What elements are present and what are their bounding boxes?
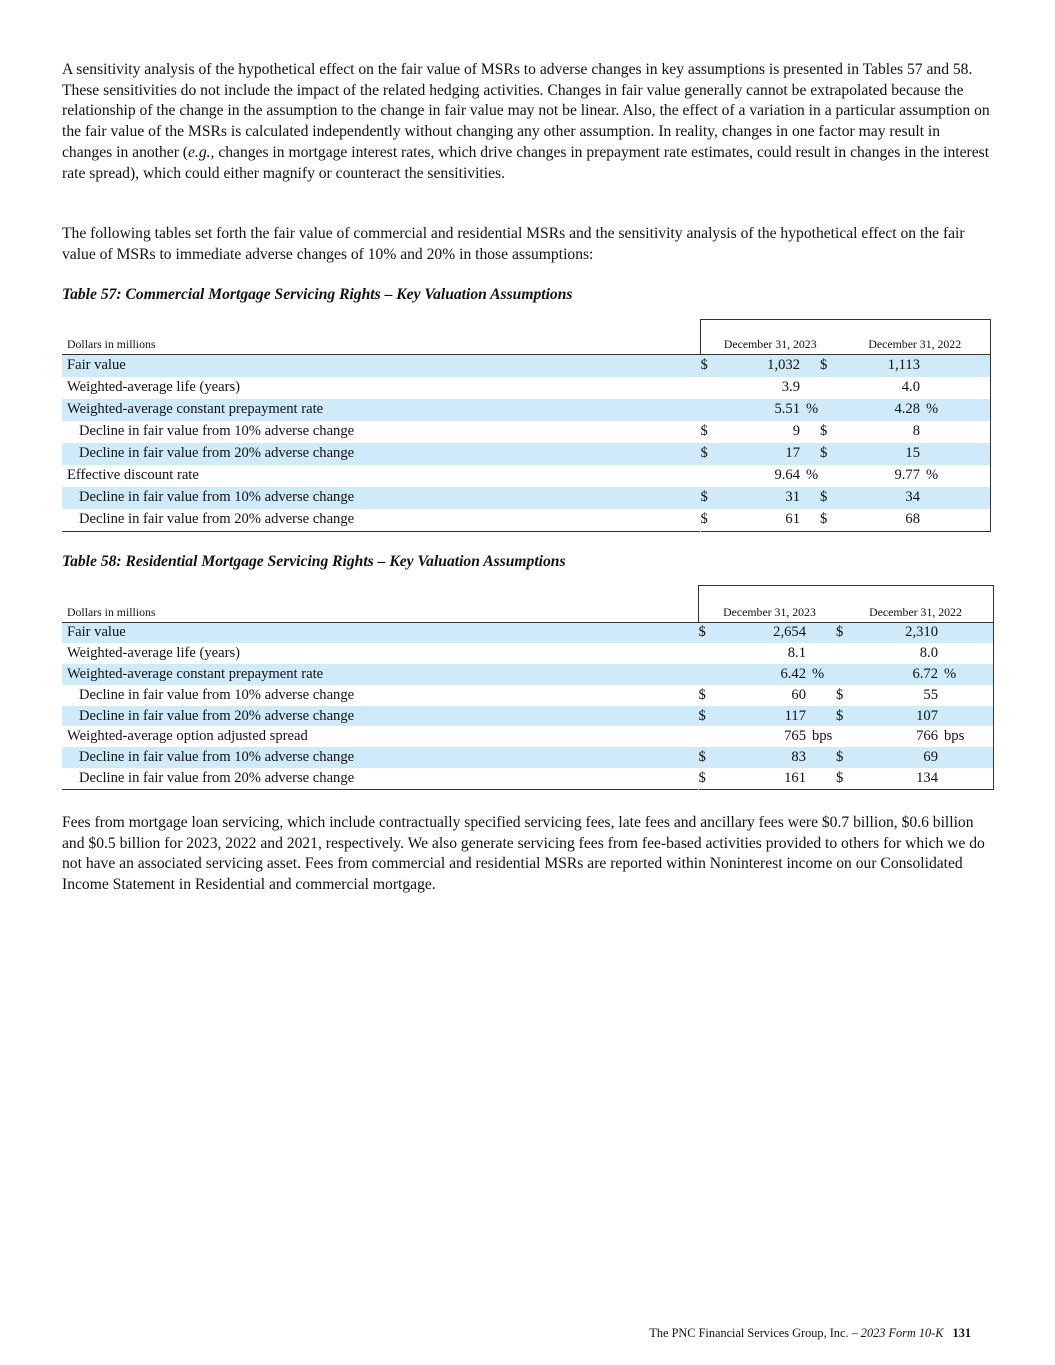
unit-2022 (920, 487, 990, 509)
currency-2023: $ (698, 706, 718, 727)
table-row (62, 487, 990, 509)
value-2023: 9 (792, 423, 800, 439)
row-label: Decline in fair value from 10% adverse change (79, 686, 355, 703)
table-row (62, 354, 990, 377)
table-row (62, 622, 993, 643)
table-row (62, 706, 993, 727)
table-row (62, 509, 990, 532)
currency-2022: $ (836, 769, 844, 786)
value-2022: 68 (905, 511, 920, 527)
value-2023: 3.9 (781, 379, 800, 395)
value-2023: 60 (791, 686, 806, 703)
row-label: Decline in fair value from 20% adverse change (62, 706, 698, 727)
value-2022: 55 (923, 686, 938, 703)
currency-2023: $ (700, 443, 720, 465)
value-2022: 4.0 (901, 379, 920, 395)
unit-2023 (800, 377, 820, 399)
row-label: Decline in fair value from 10% adverse change (79, 423, 355, 439)
currency-2023: $ (700, 354, 720, 377)
value-2023: 9.64 (774, 467, 800, 483)
page-footer (649, 1326, 971, 1341)
row-label: Weighted-average constant prepayment rate (62, 399, 700, 421)
value-2023: 61 (785, 511, 800, 527)
unit-2023 (800, 509, 820, 532)
table58-header-label: Dollars in millions (67, 604, 156, 619)
value-2023: 117 (718, 706, 806, 727)
table57-title: Table 57: Commercial Mortgage Servicing Rights – Key Valuation Assumptions (62, 286, 573, 303)
intro-paragraph-1: A sensitivity analysis of the hypothetical effect on the fair value of MSRs to adverse changes in key assumptions is presented in Tables 57 and 58. These sensitivities do not include the impact of the related hedging activities. Changes in fair value generally cannot be extrapolated because the relationship of the change in the assumption to the change in fair value may not be linear. Also, the effect of a variation in a particular assumption on the fair value of the MSRs is calculated independently without changing any other assumption. In reality, changes in one factor may result in changes in another (e.g., changes in mortgage interest rates, which drive changes in prepayment rate estimates, could result in changes in the interest rate spread), which could either magnify or counteract the sensitivities. (62, 61, 990, 182)
currency-2022: $ (820, 487, 840, 509)
value-2023: 161 (784, 769, 806, 786)
row-label: Weighted-average life (years) (67, 379, 241, 395)
value-2022: 134 (916, 769, 938, 786)
value-2022: 1,113 (840, 354, 920, 377)
table-row (62, 377, 990, 399)
unit-2023 (800, 487, 820, 509)
table-row (62, 421, 990, 443)
value-2023: 1,032 (720, 354, 800, 377)
currency-2023 (700, 399, 720, 421)
unit-2022 (938, 685, 993, 706)
value-2022: 766 (916, 728, 938, 745)
value-2023: 2,654 (718, 622, 806, 643)
unit-2022 (920, 421, 990, 443)
value-2022: 2,310 (856, 622, 938, 643)
table57-body (62, 354, 990, 531)
row-label: Weighted-average life (years) (67, 645, 241, 662)
value-2022: 8 (912, 423, 920, 439)
row-label: Decline in fair value from 20% adverse change (79, 511, 355, 527)
unit-2023: bps (812, 728, 833, 745)
currency-2022: $ (820, 443, 840, 465)
unit-2022 (938, 643, 993, 664)
unit-2023: % (806, 664, 836, 685)
currency-2022: $ (820, 354, 840, 377)
table57-col-2023: December 31, 2023 (723, 336, 817, 351)
unit-2023 (800, 354, 820, 377)
table-row (62, 747, 993, 768)
footer-company: The PNC Financial Services Group, Inc. – (649, 1326, 858, 1340)
currency-2023: $ (700, 423, 708, 439)
currency-2023 (700, 377, 720, 399)
row-label: Weighted-average constant prepayment rate (62, 664, 698, 685)
currency-2022: $ (820, 423, 828, 439)
value-2022: 6.72 (856, 664, 938, 685)
currency-2023: $ (698, 622, 718, 643)
table-row (62, 664, 993, 685)
row-label: Decline in fair value from 20% adverse change (62, 443, 700, 465)
value-2023: 6.42 (718, 664, 806, 685)
value-2022: 34 (840, 487, 920, 509)
row-label: Decline in fair value from 10% adverse change (62, 487, 700, 509)
table-row (62, 465, 990, 487)
value-2023: 765 (784, 728, 806, 745)
table58-col-2023: December 31, 2023 (723, 604, 816, 619)
unit-2022: % (938, 664, 993, 685)
page-number: 131 (952, 1326, 971, 1340)
unit-2023 (806, 706, 836, 727)
currency-2023 (698, 643, 718, 664)
table-row (62, 643, 993, 664)
table57-header-label: Dollars in millions (67, 336, 156, 351)
currency-2022: $ (836, 747, 856, 768)
currency-2023 (698, 726, 718, 747)
value-2023: 31 (720, 487, 800, 509)
value-2023: 83 (718, 747, 806, 768)
intro-paragraph-2: The following tables set forth the fair value of commercial and residential MSRs and the sensitivity analysis of the hypothetical effect on the fair value of MSRs to immediate adverse changes of 10% and 20% in those assumptions: (62, 225, 965, 263)
footer-form: 2023 Form 10-K (860, 1326, 944, 1340)
row-label: Effective discount rate (67, 467, 199, 483)
table-row (62, 768, 993, 789)
table-row (62, 399, 990, 421)
table58-col-2022: December 31, 2022 (869, 604, 962, 619)
unit-2022 (938, 747, 993, 768)
currency-2022: $ (836, 622, 856, 643)
unit-2023 (800, 443, 820, 465)
value-2022: 9.77 (894, 467, 920, 483)
unit-2022 (920, 377, 990, 399)
unit-2022 (920, 443, 990, 465)
row-label: Decline in fair value from 20% adverse change (79, 769, 355, 786)
currency-2022 (820, 465, 840, 487)
currency-2023: $ (698, 686, 706, 703)
table-row (62, 726, 993, 747)
value-2022: 69 (856, 747, 938, 768)
currency-2023: $ (700, 487, 720, 509)
value-2022: 107 (856, 706, 938, 727)
value-2022: 4.28 (840, 399, 920, 421)
row-label: Decline in fair value from 10% adverse change (62, 747, 698, 768)
value-2023: 17 (720, 443, 800, 465)
unit-2022 (938, 706, 993, 727)
table57 (62, 319, 991, 532)
table-row (62, 443, 990, 465)
currency-2023: $ (698, 747, 718, 768)
currency-2023: $ (700, 511, 708, 527)
unit-2022 (938, 622, 993, 643)
currency-2022: $ (820, 511, 828, 527)
unit-2023 (800, 421, 820, 443)
row-label: Fair value (62, 622, 698, 643)
value-2023: 5.51 (720, 399, 800, 421)
unit-2023: % (806, 467, 819, 483)
currency-2022: $ (836, 706, 856, 727)
unit-2023 (806, 685, 836, 706)
table58-title: Table 58: Residential Mortgage Servicing Rights – Key Valuation Assumptions (62, 553, 566, 570)
row-label: Fair value (62, 354, 700, 377)
unit-2022 (920, 354, 990, 377)
currency-2022 (820, 399, 840, 421)
currency-2022 (836, 726, 856, 747)
table58 (62, 585, 994, 790)
unit-2022: % (920, 465, 990, 487)
unit-2023 (806, 622, 836, 643)
unit-2022: bps (938, 726, 993, 747)
table-row (62, 685, 993, 706)
unit-2022 (938, 768, 993, 789)
unit-2022: % (920, 399, 990, 421)
currency-2022: $ (836, 686, 844, 703)
table57-col-2022: December 31, 2022 (868, 336, 962, 351)
unit-2023 (806, 768, 836, 789)
unit-2023: % (800, 399, 820, 421)
table58-body (62, 622, 993, 789)
row-label: Weighted-average option adjusted spread (67, 728, 308, 745)
currency-2023: $ (698, 769, 706, 786)
unit-2023 (806, 747, 836, 768)
currency-2023 (700, 465, 720, 487)
unit-2022 (920, 509, 990, 532)
currency-2022 (836, 664, 856, 685)
currency-2022 (820, 377, 840, 399)
value-2022: 8.0 (919, 645, 938, 662)
currency-2023 (698, 664, 718, 685)
currency-2022 (836, 643, 856, 664)
value-2022: 15 (840, 443, 920, 465)
closing-paragraph: Fees from mortgage loan servicing, which include contractually specified servicing fees, late fees and ancillary fees were $0.7 billion, $0.6 billion and $0.5 billion for 2023, 2022 and 2021, respectively. We also generate servicing fees from fee-based activities provided to others for which we do not have an associated servicing asset. Fees from commercial and residential MSRs are reported within Noninterest income on our Consolidated Income Statement in Residential and commercial mortgage. (62, 814, 985, 894)
value-2023: 8.1 (787, 645, 806, 662)
unit-2023 (806, 643, 836, 664)
